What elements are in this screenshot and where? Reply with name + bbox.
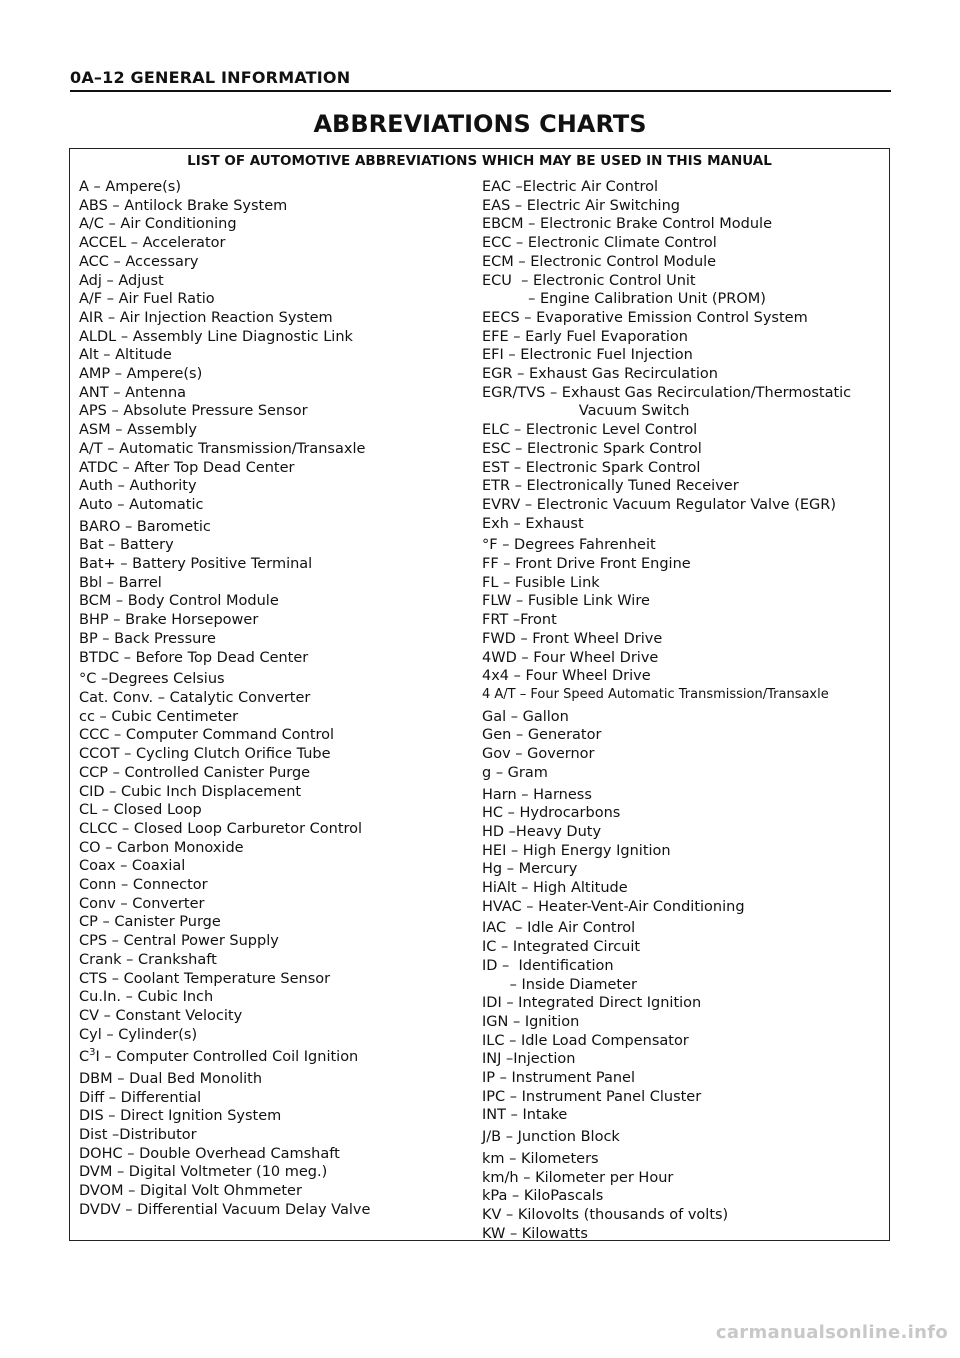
abbreviation-entry: HiAlt – High Altitude xyxy=(482,880,628,897)
abbreviation-entry: KW – Kilowatts xyxy=(482,1225,588,1242)
abbreviation-entry: IGN – Ignition xyxy=(482,1013,580,1030)
abbreviation-entry: ETR – Electronically Tuned Receiver xyxy=(482,478,739,495)
abbreviation-entry: KV – Kilovolts (thousands of volts) xyxy=(482,1206,729,1223)
abbreviation-group xyxy=(79,178,474,515)
right-column xyxy=(482,178,882,1246)
abbreviation-entry: CCP – Controlled Canister Purge xyxy=(79,764,311,781)
abbreviation-entry: IC – Integrated Circuit xyxy=(482,939,641,956)
abbreviation-entry: ASM – Assembly xyxy=(79,422,197,439)
abbreviation-entry: EST – Electronic Spark Control xyxy=(482,459,701,476)
abbreviation-entry: INJ –Injection xyxy=(482,1051,576,1068)
abbreviation-entry: Harn – Harness xyxy=(482,786,592,803)
c3i-superscript: 3 xyxy=(89,1047,96,1059)
abbreviation-group xyxy=(482,1128,882,1147)
abbreviation-entry: ESC – Electronic Spark Control xyxy=(482,440,702,457)
abbreviation-entry: IP – Instrument Panel xyxy=(482,1070,635,1087)
abbreviation-group xyxy=(482,708,882,783)
abbreviation-entry: A – Ampere(s) xyxy=(79,179,181,195)
abbreviation-entry: ILC – Idle Load Compensator xyxy=(482,1032,689,1049)
abbreviation-entry: 4WD – Four Wheel Drive xyxy=(482,649,659,666)
abbreviation-group xyxy=(79,1070,474,1220)
abbreviation-entry: EGR – Exhaust Gas Recirculation xyxy=(482,366,718,383)
abbreviation-entry: ID – Identification xyxy=(482,957,614,974)
abbreviation-entry: ANT – Antenna xyxy=(79,384,187,401)
abbreviation-entry: EGR/TVS – Exhaust Gas Recirculation/Thermostatic xyxy=(482,384,852,401)
abbreviation-entry: ABS – Antilock Brake System xyxy=(79,197,288,214)
abbreviation-entry: A/F – Air Fuel Ratio xyxy=(79,291,215,308)
abbreviation-entry: INT – Intake xyxy=(482,1107,568,1124)
abbreviation-entry: CV – Constant Velocity xyxy=(79,1007,243,1024)
abbreviation-entry: Bat+ – Battery Positive Terminal xyxy=(79,556,313,573)
abbreviation-entry: ALDL – Assembly Line Diagnostic Link xyxy=(79,328,353,345)
abbreviation-entry: A/T – Automatic Transmission/Transaxle xyxy=(79,440,366,457)
abbreviation-entry: ECM – Electronic Control Module xyxy=(482,253,717,270)
abbreviation-entry: CP – Canister Purge xyxy=(79,914,221,931)
abbreviation-entry: Vacuum Switch xyxy=(482,403,690,420)
watermark-logo: carmanualsonline.info xyxy=(715,1322,948,1343)
abbreviation-entry: FRT –Front xyxy=(482,612,557,629)
abbreviation-entry: EFI – Electronic Fuel Injection xyxy=(482,347,693,364)
abbreviation-entry: DIS – Direct Ignition System xyxy=(79,1108,282,1125)
abbreviation-group xyxy=(79,518,474,668)
abbreviation-entry: Bbl – Barrel xyxy=(79,574,162,591)
abbreviation-entry: Hg – Mercury xyxy=(482,861,578,878)
abbreviation-entry: CTS – Coolant Temperature Sensor xyxy=(79,970,331,987)
abbreviation-entry: 4 A/T – Four Speed Automatic Transmission/Transaxle xyxy=(482,686,829,702)
abbreviation-entry: °C –Degrees Celsius xyxy=(79,671,225,688)
abbreviation-entry: CCOT – Cycling Clutch Orifice Tube xyxy=(79,746,331,763)
abbreviation-entry: Gen – Generator xyxy=(482,727,602,744)
abbreviation-entry: Exh – Exhaust xyxy=(482,515,584,532)
abbreviation-entry: Bat – Battery xyxy=(79,537,174,554)
abbreviation-entry: CCC – Computer Command Control xyxy=(79,727,335,744)
abbreviation-entry: FF – Front Drive Front Engine xyxy=(482,556,691,573)
abbreviation-entry: Cu.In. – Cubic Inch xyxy=(79,989,214,1006)
abbreviation-entry: ECC – Electronic Climate Control xyxy=(482,235,717,252)
abbreviation-entry: – Engine Calibration Unit (PROM) xyxy=(482,291,766,308)
abbreviation-entry: IPC – Instrument Panel Cluster xyxy=(482,1088,702,1105)
abbreviation-entry: DOHC – Double Overhead Camshaft xyxy=(79,1145,340,1162)
page-header-text: 0A–12 GENERAL INFORMATION xyxy=(70,68,351,87)
abbreviation-entry: Crank – Crankshaft xyxy=(79,951,217,968)
abbreviation-entry: DBM – Dual Bed Monolith xyxy=(79,1070,263,1087)
abbreviation-entry: CO – Carbon Monoxide xyxy=(79,839,244,856)
box-title: LIST OF AUTOMOTIVE ABBREVIATIONS WHICH MAY BE USED IN THIS MANUAL xyxy=(187,153,772,169)
abbreviation-entry: DVOM – Digital Volt Ohmmeter xyxy=(79,1183,302,1200)
abbreviation-entry: Gov – Governor xyxy=(482,746,595,763)
abbreviation-entry: kPa – KiloPascals xyxy=(482,1188,604,1205)
page-header xyxy=(70,66,891,92)
abbreviation-entry: – Inside Diameter xyxy=(482,976,637,993)
abbreviation-entry: EAC –Electric Air Control xyxy=(482,179,659,195)
abbreviation-entry: Alt – Altitude xyxy=(79,347,172,364)
abbreviation-entry: ELC – Electronic Level Control xyxy=(482,422,698,439)
abbreviation-entry: ATDC – After Top Dead Center xyxy=(79,459,295,476)
abbreviation-entry: Diff – Differential xyxy=(79,1089,202,1106)
abbreviation-entry: °F – Degrees Fahrenheit xyxy=(482,537,656,554)
left-column xyxy=(79,178,474,1223)
abbreviation-entry: EBCM – Electronic Brake Control Module xyxy=(482,216,772,233)
abbreviation-entry: ACC – Accessary xyxy=(79,253,199,270)
abbreviation-entry: Gal – Gallon xyxy=(482,708,569,725)
abbreviation-entry: BTDC – Before Top Dead Center xyxy=(79,649,309,666)
abbreviation-group xyxy=(482,178,882,533)
abbreviation-entry: CPS – Central Power Supply xyxy=(79,933,279,950)
abbreviation-entry: BARO – Barometic xyxy=(79,518,211,535)
abbreviation-entry: BP – Back Pressure xyxy=(79,630,216,647)
abbreviation-entry: AIR – Air Injection Reaction System xyxy=(79,309,333,326)
abbreviation-entry: DVM – Digital Voltmeter (10 meg.) xyxy=(79,1164,328,1181)
abbreviation-entry: HC – Hydrocarbons xyxy=(482,805,621,822)
abbreviation-group xyxy=(79,670,474,1067)
abbreviation-group xyxy=(482,786,882,917)
abbreviation-entry: cc – Cubic Centimeter xyxy=(79,708,239,725)
abbreviation-entry: Dist –Distributor xyxy=(79,1126,197,1143)
abbreviation-entry: Adj – Adjust xyxy=(79,272,164,289)
abbreviation-entry: 4x4 – Four Wheel Drive xyxy=(482,668,651,685)
page-title: ABBREVIATIONS CHARTS xyxy=(313,110,647,138)
abbreviation-entry: g – Gram xyxy=(482,764,548,781)
abbreviation-entry: Conv – Converter xyxy=(79,895,205,912)
abbreviation-group xyxy=(482,1150,882,1244)
abbreviation-entry: ACCEL – Accelerator xyxy=(79,235,226,252)
abbreviation-entry: IAC – Idle Air Control xyxy=(482,920,636,937)
abbreviation-entry: EFE – Early Fuel Evaporation xyxy=(482,328,688,345)
abbreviation-group xyxy=(482,536,882,704)
abbreviation-entry: HD –Heavy Duty xyxy=(482,823,602,840)
abbreviation-entry: Cat. Conv. – Catalytic Converter xyxy=(79,689,311,706)
abbreviation-entry: A/C – Air Conditioning xyxy=(79,216,237,233)
abbreviation-entry: BHP – Brake Horsepower xyxy=(79,612,259,629)
c3i-prefix: C xyxy=(79,1049,90,1066)
abbreviation-entry: BCM – Body Control Module xyxy=(79,593,279,610)
abbreviation-entry: HVAC – Heater-Vent-Air Conditioning xyxy=(482,898,745,915)
abbreviation-entry: HEI – High Energy Ignition xyxy=(482,842,671,859)
abbreviation-entry: FWD – Front Wheel Drive xyxy=(482,630,663,647)
abbreviation-entry-c3i xyxy=(79,1044,474,1067)
c3i-rest: I – Computer Controlled Coil Ignition xyxy=(95,1049,359,1066)
abbreviation-entry: km/h – Kilometer per Hour xyxy=(482,1169,674,1186)
abbreviation-entry: Conn – Connector xyxy=(79,877,208,894)
abbreviation-entry: ECU – Electronic Control Unit xyxy=(482,272,696,289)
abbreviation-entry: J/B – Junction Block xyxy=(482,1129,620,1146)
abbreviation-entry: FL – Fusible Link xyxy=(482,574,600,591)
abbreviation-entry: DVDV – Differential Vacuum Delay Valve xyxy=(79,1201,371,1218)
abbreviation-entry: Coax – Coaxial xyxy=(79,858,186,875)
abbreviation-entry: CLCC – Closed Loop Carburetor Control xyxy=(79,820,363,837)
abbreviation-entry: EECS – Evaporative Emission Control System xyxy=(482,309,808,326)
abbreviation-entry: APS – Absolute Pressure Sensor xyxy=(79,403,308,420)
abbreviations-box xyxy=(69,148,890,1241)
abbreviation-entry: km – Kilometers xyxy=(482,1150,599,1167)
abbreviation-entry: AMP – Ampere(s) xyxy=(79,366,203,383)
abbreviation-entry: Cyl – Cylinder(s) xyxy=(79,1026,198,1043)
abbreviation-entry: EAS – Electric Air Switching xyxy=(482,197,680,214)
abbreviation-entry: CL – Closed Loop xyxy=(79,802,202,819)
abbreviation-entry: CID – Cubic Inch Displacement xyxy=(79,783,302,800)
abbreviation-entry: Auto – Automatic xyxy=(79,496,204,513)
abbreviation-entry: EVRV – Electronic Vacuum Regulator Valve (EGR) xyxy=(482,496,836,513)
abbreviation-entry: FLW – Fusible Link Wire xyxy=(482,593,650,610)
abbreviation-entry: IDI – Integrated Direct Ignition xyxy=(482,995,702,1012)
abbreviation-entry: Auth – Authority xyxy=(79,478,197,495)
abbreviation-group xyxy=(482,919,882,1125)
